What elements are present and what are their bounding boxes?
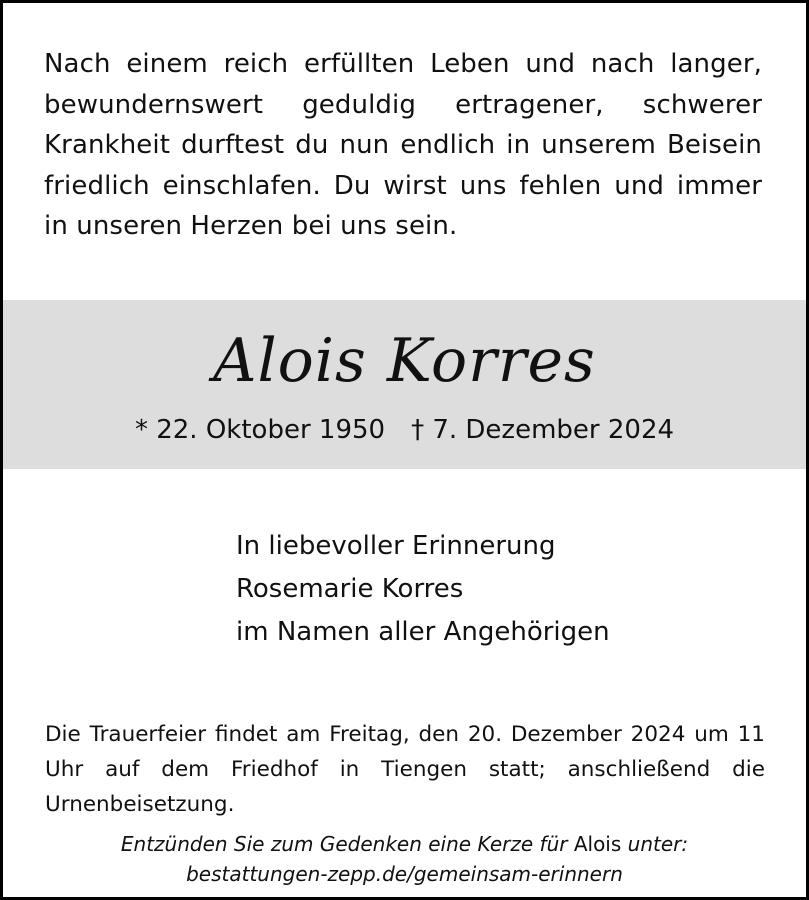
intro-paragraph: Nach einem reich erfüllten Leben und nach langer, bewundernswert geduldig ertragener, schwerer Krankheit durftest du nun endlich in unserem Beisein friedlich einschlafen. Du wirst uns fehlen und immer in unseren Herzen bei uns sein. xyxy=(44,49,762,241)
memorial-link[interactable]: bestattungen-zepp.de/gemeinsam-erinnern xyxy=(186,862,623,886)
footer-name: Alois xyxy=(573,832,622,856)
candle-footer xyxy=(0,829,809,889)
memory-heading: In liebevoller Erinnerung xyxy=(236,531,556,561)
birth-date: * 22. Oktober 1950 xyxy=(134,415,386,445)
life-dates xyxy=(0,410,809,450)
death-date: † 7. Dezember 2024 xyxy=(411,415,675,445)
mourner-note: im Namen aller Angehörigen xyxy=(236,617,610,647)
candle-invitation: Entzünden Sie zum Gedenken eine Kerze für Alois unter: xyxy=(120,832,689,856)
mourner-name: Rosemarie Korres xyxy=(236,574,464,604)
deceased-name: Alois Korres xyxy=(213,326,596,396)
service-paragraph: Die Trauerfeier findet am Freitag, den 20. Dezember 2024 um 11 Uhr auf dem Friedhof in Tiengen statt; anschließend die Urnenbeisetzung. xyxy=(45,722,765,817)
memory-block xyxy=(236,524,776,654)
